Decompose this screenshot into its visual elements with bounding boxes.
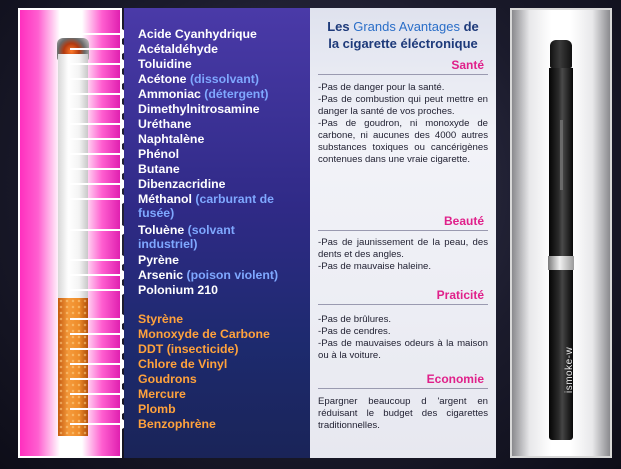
chemical-item: Acétaldéhyde bbox=[138, 42, 218, 56]
section-heading-praticite: Praticité bbox=[436, 288, 484, 302]
chemical-item: Arsenic (poison violent) bbox=[138, 268, 279, 282]
arrow-icon bbox=[70, 393, 124, 395]
arrow-icon bbox=[70, 48, 124, 50]
chemical-item: Benzophrène bbox=[138, 417, 216, 431]
arrow-icon bbox=[70, 229, 124, 231]
chemical-item: Toluène (solvant industriel) bbox=[138, 223, 235, 251]
chemical-item: Styrène bbox=[138, 312, 184, 326]
ecig-window bbox=[560, 120, 563, 190]
section-body-praticite: -Pas de brûlures. -Pas de cendres. -Pas de mauvaises odeurs à la maison ou à la voiture. bbox=[318, 314, 488, 361]
chemical-item: Uréthane bbox=[138, 117, 192, 131]
arrow-icon bbox=[70, 108, 124, 110]
chemical-item: Goudrons bbox=[138, 372, 197, 386]
arrow-icon bbox=[70, 33, 124, 35]
arrow-icon bbox=[70, 78, 124, 80]
arrow-icon bbox=[70, 333, 124, 335]
arrow-icon bbox=[70, 259, 124, 261]
ecig-brand-label: ismoke-w bbox=[564, 346, 575, 393]
arrow-icon bbox=[70, 153, 124, 155]
chemicals-panel bbox=[124, 8, 310, 458]
chemical-item: Acide Cyanhydrique bbox=[138, 27, 257, 41]
chemical-item: DDT (insecticide) bbox=[138, 342, 239, 356]
section-body-sante: -Pas de danger pour la santé. -Pas de combustion qui peut mettre en danger la santé de vos proches. -Pas de goudron, ni monoxyde de carbone, ni aucunes des 4000 autres substances toxiques ou cancérigènes contenues dans une vraie cigarette. bbox=[318, 82, 488, 165]
chemical-item: Mercure bbox=[138, 387, 186, 401]
arrow-icon bbox=[70, 138, 124, 140]
chemical-item: Plomb bbox=[138, 402, 176, 416]
chemical-item: Ammoniac (détergent) bbox=[138, 87, 269, 101]
arrow-icon bbox=[70, 378, 124, 380]
chemical-item: Naphtalène bbox=[138, 132, 205, 146]
panel-title: Les Grands Avantages de la cigarette éléctronique bbox=[327, 19, 479, 51]
section-heading-sante: Santé bbox=[451, 58, 484, 72]
arrow-icon bbox=[70, 318, 124, 320]
arrow-icon bbox=[70, 363, 124, 365]
chemical-item: Phénol bbox=[138, 147, 179, 161]
ecig-ring bbox=[548, 256, 574, 270]
section-heading-economie: Economie bbox=[426, 372, 484, 386]
chemical-item: Butane bbox=[138, 162, 180, 176]
chemical-item: Monoxyde de Carbone bbox=[138, 327, 270, 341]
divider bbox=[318, 388, 488, 389]
chemical-item: Méthanol (carburant de fusée) bbox=[138, 192, 274, 220]
arrow-icon bbox=[70, 93, 124, 95]
divider bbox=[318, 74, 488, 75]
section-body-economie: Epargner beaucoup d 'argent en réduisant le budget des cigarettes traditionnelles. bbox=[318, 396, 488, 431]
divider bbox=[318, 230, 488, 231]
chemical-item: Dimethylnitrosamine bbox=[138, 102, 260, 116]
arrow-icon bbox=[70, 423, 124, 425]
arrow-icon bbox=[70, 183, 124, 185]
chemical-item: Toluidine bbox=[138, 57, 192, 71]
chemical-item: Polonium 210 bbox=[138, 283, 218, 297]
chemical-item: Acétone (dissolvant) bbox=[138, 72, 259, 86]
arrow-icon bbox=[70, 408, 124, 410]
arrow-icon bbox=[70, 348, 124, 350]
arrow-icon bbox=[70, 198, 124, 200]
section-heading-beaute: Beauté bbox=[443, 214, 484, 228]
advantages-panel bbox=[310, 8, 496, 458]
ecig-mouthpiece-icon bbox=[550, 40, 572, 68]
cigarette-paper bbox=[58, 54, 88, 298]
section-body-beaute: -Pas de jaunissement de la peau, des dents et des angles. -Pas de mauvaise haleine. bbox=[318, 237, 488, 272]
arrow-icon bbox=[70, 63, 124, 65]
chemical-item: Chlore de Vinyl bbox=[138, 357, 228, 371]
arrow-icon bbox=[70, 123, 124, 125]
divider bbox=[318, 304, 488, 305]
arrow-icon bbox=[70, 289, 124, 291]
cigarette-panel bbox=[18, 8, 122, 458]
arrow-icon bbox=[70, 274, 124, 276]
arrow-icon bbox=[70, 168, 124, 170]
chemical-item: Dibenzacridine bbox=[138, 177, 226, 191]
ecigarette-panel bbox=[510, 8, 612, 458]
chemical-item: Pyrène bbox=[138, 253, 180, 267]
